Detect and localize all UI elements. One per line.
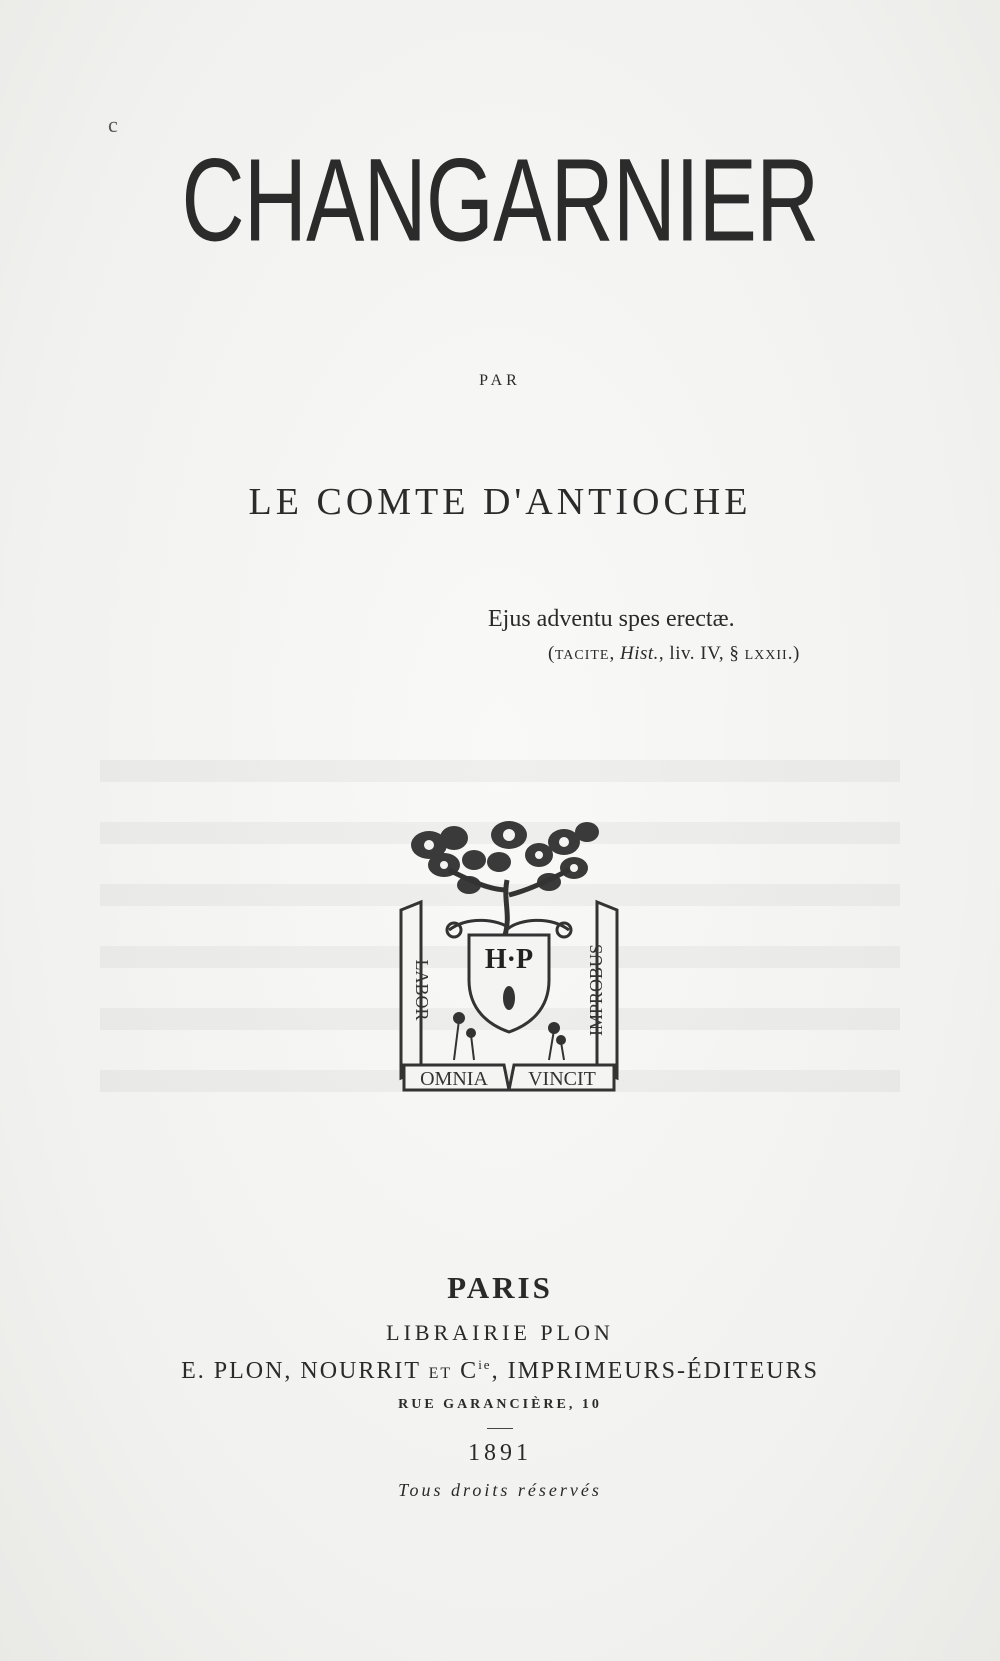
publication-year: 1891	[468, 1440, 532, 1466]
citation-author: TACITE	[554, 648, 610, 663]
publisher-emblem	[399, 820, 619, 1095]
banner-right-text: IMPROBUS	[586, 943, 606, 1037]
banner-left-text: LABOR	[412, 959, 432, 1021]
citation-sep: ,	[609, 643, 620, 664]
bee-icon	[503, 986, 515, 1010]
divider-rule	[487, 1428, 513, 1429]
monogram-text: H·P	[484, 944, 534, 975]
printer-name: E. PLON, NOURRIT	[181, 1358, 429, 1384]
citation-ref: , liv. IV, §	[658, 643, 745, 664]
publication-city: PARIS	[447, 1270, 553, 1305]
citation-section: LXXII	[744, 648, 788, 663]
book-title: CHANGARNIER	[181, 134, 819, 266]
rights-notice: Tous droits réservés	[398, 1480, 602, 1500]
printer-line	[0, 1357, 1000, 1385]
ribbon-right-text: VINCIT	[528, 1068, 596, 1090]
by-line-par: PAR	[479, 372, 521, 389]
ribbon-left-text: OMNIA	[420, 1068, 488, 1090]
tree-trunk	[449, 870, 569, 935]
epigraph-citation	[548, 643, 800, 665]
citation-open: (	[548, 643, 555, 664]
printer-et: ET	[428, 1365, 453, 1382]
citation-close: .)	[787, 643, 800, 664]
printer-role: , IMPRIMEURS-ÉDITEURS	[491, 1358, 819, 1384]
ink-mark: c	[108, 112, 118, 137]
author-name: LE COMTE D'ANTIOCHE	[248, 481, 752, 523]
citation-work: Hist.	[619, 643, 659, 664]
epigraph-quote: Ejus adventu spes erectæ.	[488, 606, 735, 632]
printer-sup: ie	[478, 1357, 492, 1372]
printer-c: C	[452, 1358, 479, 1384]
publisher-house: LIBRAIRIE PLON	[386, 1320, 614, 1345]
publisher-address: RUE GARANCIÈRE, 10	[398, 1397, 602, 1412]
